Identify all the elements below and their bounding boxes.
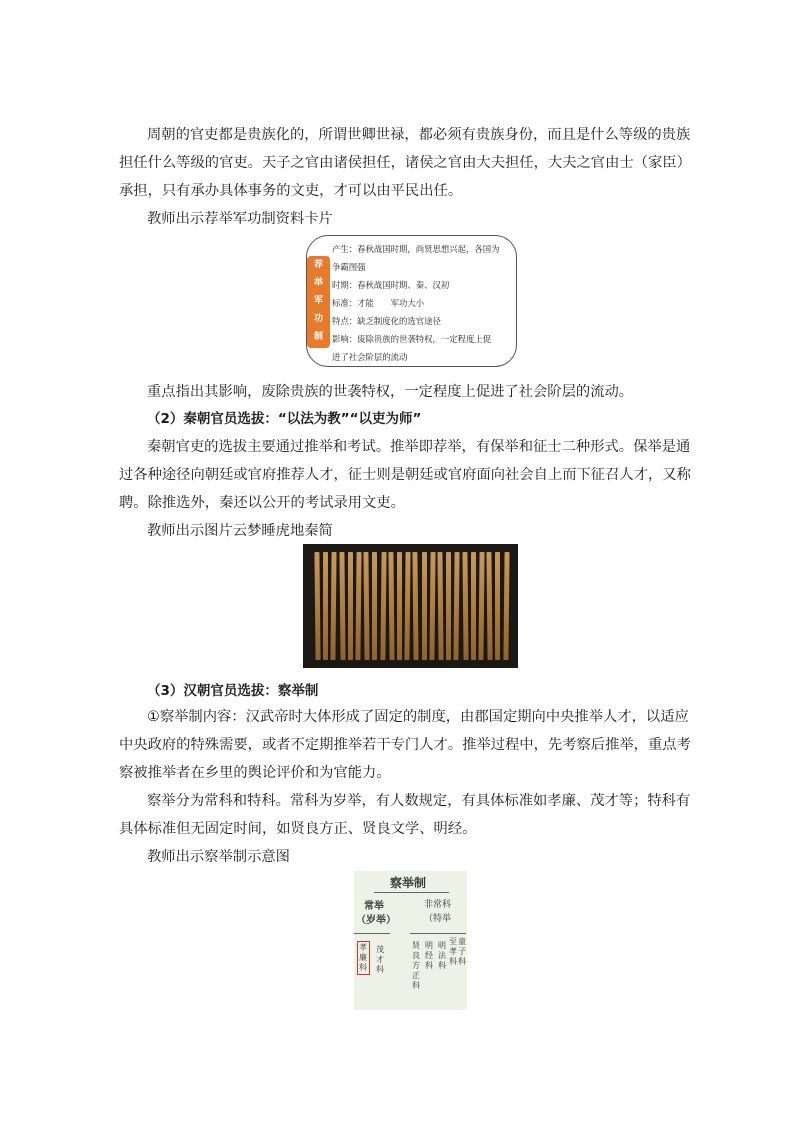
card-tab-char: 荐 — [313, 260, 323, 270]
bamboo-slip — [364, 552, 370, 660]
emphasis-text: 重点指出其影响，废除贵族的世袭特权，一定程度上促进了社会阶层的流动。 — [147, 384, 634, 400]
bamboo-slip — [413, 552, 419, 660]
qin-heading: （2）秦朝官员选拔：“以法为教”“以吏为师” — [147, 411, 422, 427]
bamboo-slip — [487, 552, 493, 660]
bamboo-slip — [495, 552, 500, 660]
diagram-title: 察举制 — [390, 876, 427, 890]
diagram-col-xiaolian: 孝廉科 — [357, 941, 370, 975]
bamboo-slip — [446, 552, 451, 660]
han-heading: （3）汉朝官员选拔：察举制 — [147, 683, 319, 699]
zhou-para-line-3: 承担，只有承办具体事务的文吏，才可以由平民出任。 — [119, 183, 463, 199]
card-tab-char: 军 — [313, 296, 323, 306]
diagram-left-head: 常举 — [364, 901, 384, 912]
teacher-card-note: 教师出示荐举军功制资料卡片 — [147, 211, 333, 227]
diagram-col-tongzi: 童子科 — [458, 937, 466, 966]
diagram-right-head: 非常科 — [424, 900, 452, 910]
card-tab-char: 举 — [313, 278, 323, 288]
diagram-left-sub: （岁举） — [356, 915, 396, 926]
card-line: 标准：才能 军功大小 — [332, 298, 425, 308]
han-para2-line-2: 具体标准但无固定时间，如贤良方正、贤良文学、明经。 — [119, 821, 477, 837]
teacher-diagram-note: 教师出示察举制示意图 — [147, 849, 290, 865]
bamboo-slip — [348, 552, 353, 660]
chaju-diagram — [354, 871, 467, 1010]
card-line: 特点：缺乏制度化的选官途径 — [332, 316, 441, 326]
han-para2-line-1: 察举分为常科和特科。常科为岁举，有人数规定，有具体标准如孝廉、茂才等；特科有 — [147, 793, 691, 809]
diagram-col-maocai: 茂才科 — [376, 945, 384, 974]
diagram-right-sub: （特举 — [424, 914, 452, 924]
bamboo-slip — [405, 552, 411, 660]
han-para1-line-1: ①察举制内容：汉武帝时大体形成了固定的制度，由郡国定期向中央推举人才，以适应 — [147, 709, 689, 725]
bamboo-slips-image — [303, 544, 518, 668]
bamboo-slip — [314, 552, 320, 660]
qin-para-line-2: 过各种途径向朝廷或官府推荐人才，征士则是朝廷或官府面向社会自上而下征召人才，又称 — [119, 467, 691, 483]
han-para1-line-2: 中央政府的特殊需要，或者不定期推举若干专门人才。推举过程中，先考察后推举，重点考 — [119, 737, 691, 753]
card-line: 影响：废除贵族的世袭特权，一定程度上促 — [332, 334, 492, 344]
card-line: 时期：春秋战国时期、秦、汉初 — [332, 280, 450, 290]
diagram-col-zhixiao: 至孝科 — [449, 937, 457, 966]
bamboo-slip — [471, 552, 476, 660]
diagram-connector — [354, 933, 390, 934]
bamboo-slip — [388, 552, 394, 660]
bamboo-slip — [331, 552, 337, 660]
qin-para-line-1: 秦朝官吏的选拔主要通过推举和考试。推举即荐举，有保举和征士二种形式。保举是通 — [147, 439, 691, 455]
bamboo-slip — [372, 552, 377, 660]
bamboo-slip — [478, 552, 484, 660]
card-line: 争霸图强 — [332, 262, 366, 272]
recommendation-card — [306, 235, 517, 367]
zhou-para-line-1: 周朝的官吏都是贵族化的，所谓世卿世禄，都必须有贵族身份，而且是什么等级的贵族 — [147, 127, 691, 143]
qin-para-line-3: 聘。除推选外，秦还以公开的考试录用文吏。 — [119, 495, 405, 511]
bamboo-slip — [429, 552, 435, 660]
bamboo-slip — [462, 552, 468, 660]
teacher-slips-note: 教师出示图片云梦睡虎地秦简 — [147, 523, 333, 539]
bamboo-slip — [339, 552, 345, 660]
bamboo-slip — [454, 552, 460, 660]
bamboo-slip — [437, 552, 443, 660]
bamboo-slip — [323, 552, 328, 660]
bamboo-slip — [503, 552, 509, 660]
card-line: 进了社会阶层的流动 — [332, 352, 408, 362]
diagram-col-xianliang: 贤良方正科 — [412, 941, 420, 990]
han-para1-line-3: 察被推举者在乡里的舆论评价和为官能力。 — [119, 765, 391, 781]
bamboo-slip — [355, 552, 361, 660]
card-line: 产生：春秋战国时期，尚贤思想兴起，各国为 — [332, 244, 500, 254]
diagram-connector — [374, 892, 449, 893]
card-tab-char: 制 — [313, 332, 323, 342]
card-tab — [307, 256, 330, 348]
diagram-connector — [410, 933, 466, 934]
card-tab-char: 功 — [313, 314, 323, 324]
bamboo-slip — [397, 552, 402, 660]
diagram-col-mingfa: 明法科 — [438, 941, 446, 970]
bamboo-slip — [380, 552, 386, 660]
diagram-col-mingjing: 明经科 — [425, 941, 433, 970]
zhou-para-line-2: 担任什么等级的官吏。天子之官由诸侯担任，诸侯之官由大夫担任，大夫之官由士（家臣） — [119, 155, 691, 171]
bamboo-slip — [422, 552, 427, 660]
